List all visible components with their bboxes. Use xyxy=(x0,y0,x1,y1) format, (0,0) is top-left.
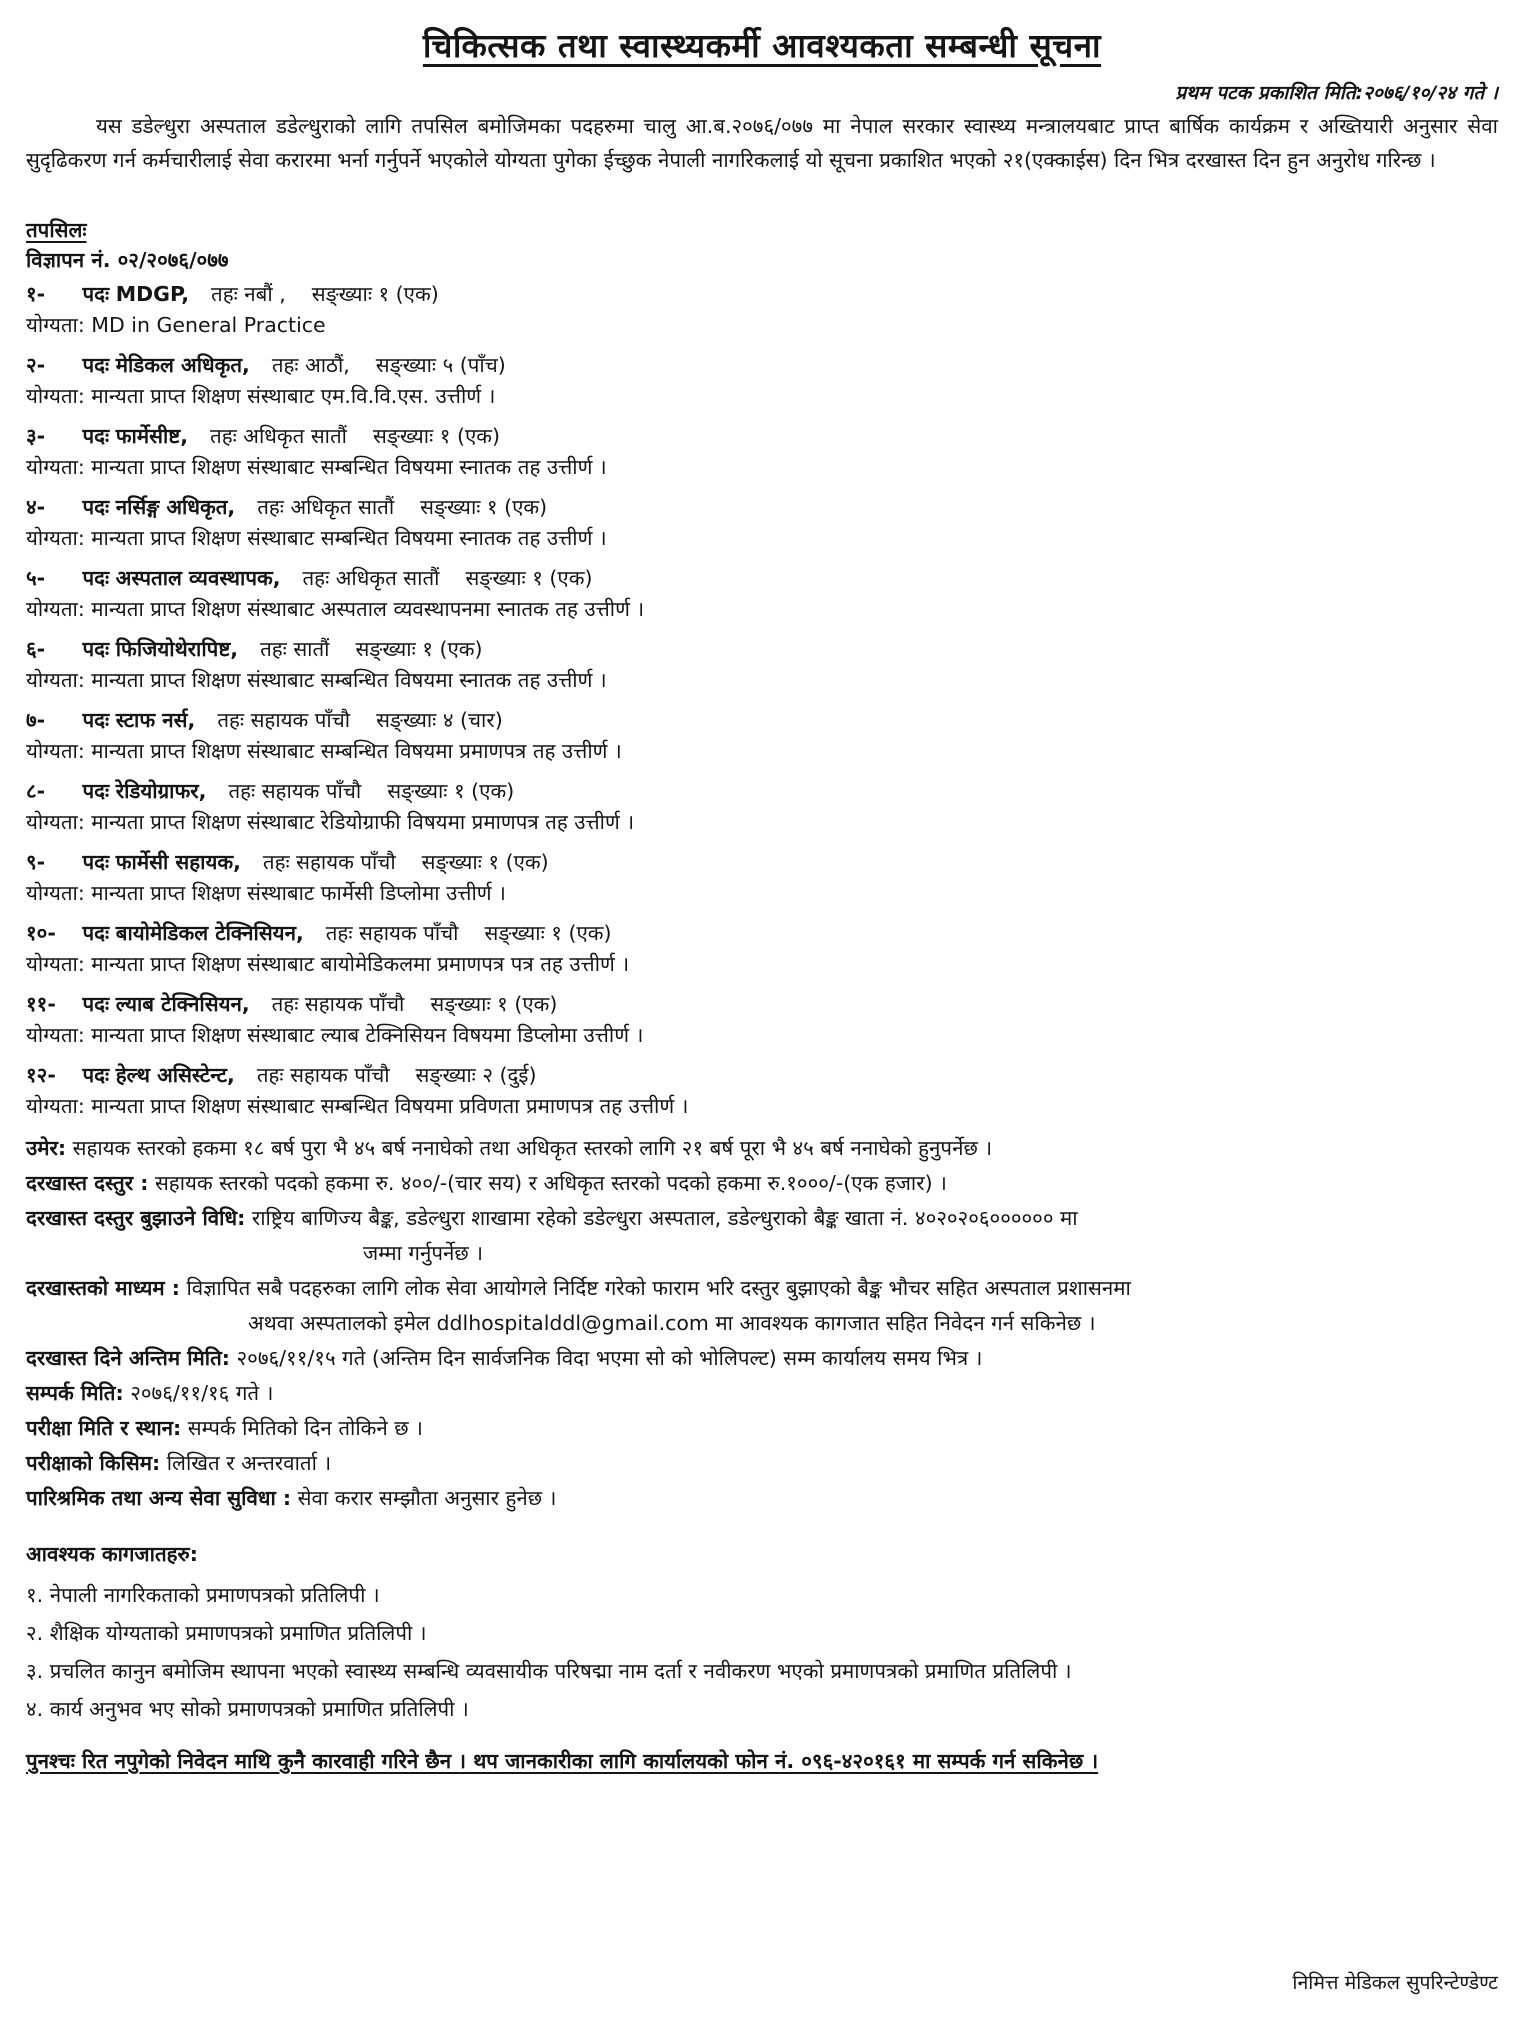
age-text: सहायक स्तरको हकमा १८ बर्ष पुरा भै ४५ बर्ष ननाघेको तथा अधिकृत स्तरको लागि २१ बर्ष पूरा भै ४५ बर्ष ननाघेको हुनुपर्नेछ । xyxy=(72,1136,993,1160)
post-count: ५ (पाँच) xyxy=(442,353,506,377)
payment-label: दरखास्त दस्तुर बुझाउने विधि: xyxy=(26,1206,246,1230)
post-entry xyxy=(26,1060,1498,1122)
postscript-label: पुनश्चः xyxy=(26,1749,75,1773)
post-number: ६- xyxy=(26,637,46,661)
post-level: सहायक पाँचौ xyxy=(296,850,396,874)
post-count: १ (एक) xyxy=(453,779,515,803)
post-number: ७- xyxy=(26,708,46,732)
count-label: सङ्ख्याः xyxy=(415,1063,476,1087)
post-label: पदः xyxy=(82,779,110,803)
post-number: ९- xyxy=(26,850,46,874)
post-title: नर्सिङ्ग अधिकृत, xyxy=(115,495,236,519)
level-label: तहः xyxy=(271,353,299,377)
post-qualification: योग्यता: मान्यता प्राप्त शिक्षण संस्थाबाट सम्बन्धित विषयमा प्रमाणपत्र तह उत्तीर्ण । xyxy=(26,739,622,763)
fee-label: दरखास्त दस्तुर : xyxy=(26,1171,149,1195)
post-line xyxy=(26,350,1498,381)
post-title: रेडियोग्राफर, xyxy=(115,779,207,803)
payment-row xyxy=(26,1201,1498,1236)
post-level: आठौं, xyxy=(305,353,350,377)
post-label: पदः xyxy=(82,495,110,519)
medium-label: दरखास्तको माध्यम : xyxy=(26,1276,180,1300)
level-label: तहः xyxy=(260,637,287,661)
post-title: अस्पताल व्यवस्थापक, xyxy=(115,566,281,590)
signature: निमित्त मेडिकल सुपरिन्टेण्डेण्ट xyxy=(1292,1971,1498,1994)
level-label: तहः xyxy=(210,424,237,448)
payment-text: राष्ट्रिय बाणिज्य बैङ्क, डडेल्धुरा शाखामा रहेको डडेल्धुरा अस्पताल, डडेल्धुराको बैङ्क खाता नं. ४०२०२०६०००००० मा xyxy=(251,1206,1078,1230)
post-title: बायोमेडिकल टेक्निसियन, xyxy=(115,921,304,945)
contact-row xyxy=(26,1376,1498,1411)
post-level: सहायक पाँचौ xyxy=(359,921,459,945)
fee-row xyxy=(26,1166,1498,1201)
post-number: ५- xyxy=(26,566,46,590)
documents-heading: आवश्यक कागजातहरु: xyxy=(26,1542,198,1566)
publish-date: प्रथम पटक प्रकाशित मिति:२०७६/१०/२४ गते । xyxy=(1175,82,1498,104)
post-entry xyxy=(26,492,1498,554)
post-entry xyxy=(26,918,1498,980)
salary-label: पारिश्रमिक तथा अन्य सेवा सुविधा : xyxy=(26,1486,292,1510)
post-label: पदः xyxy=(82,566,110,590)
post-label: पदः xyxy=(82,708,110,732)
post-qualification: योग्यता: मान्यता प्राप्त शिक्षण संस्थाबाट अस्पताल व्यवस्थापनमा स्नातक तह उत्तीर्ण । xyxy=(26,597,645,621)
document-item: ३. प्रचलित कानुन बमोजिम स्थापना भएको स्वास्थ्य सम्बन्धि व्यवसायीक परिषद्मा नाम दर्ता र नवीकरण भएको प्रमाणपत्रको प्रमाणित प्रतिलिपी । xyxy=(26,1659,1072,1683)
post-title: हेल्थ असिस्टेन्ट, xyxy=(115,1063,235,1087)
post-line xyxy=(26,563,1498,594)
post-number: १०- xyxy=(26,921,56,945)
post-level: अधिकृत सातौं xyxy=(243,424,347,448)
postscript-text: रित नपुगेको निवेदन माथि कुनै कारवाही गरिने छैन । थप जानकारीका लागि कार्यालयको फोन नं. ०९६-४२०१६१ मा सम्पर्क गर्न सकिनेछ । xyxy=(82,1749,1099,1773)
salary-row xyxy=(26,1481,1498,1516)
document-item: ४. कार्य अनुभव भए सोको प्रमाणपत्रको प्रमाणित प्रतिलिपी । xyxy=(26,1697,469,1721)
post-count: १ (एक) xyxy=(486,495,548,519)
post-qualification: योग्यता: मान्यता प्राप्त शिक्षण संस्थाबाट सम्बन्धित विषयमा स्नातक तह उत्तीर्ण । xyxy=(26,455,607,479)
payment-row-continued: जम्मा गर्नुपर्नेछ । xyxy=(363,1241,484,1265)
exam-type-text: लिखित र अन्तरवार्ता । xyxy=(166,1451,332,1475)
exam-date-text: सम्पर्क मितिको दिन तोकिने छ । xyxy=(187,1416,423,1440)
info-section xyxy=(26,1131,1498,1516)
post-line xyxy=(26,421,1498,452)
post-number: ११- xyxy=(26,992,56,1016)
post-level: सहायक पाँचौ xyxy=(250,708,351,732)
post-line xyxy=(26,989,1498,1020)
post-number: २- xyxy=(26,353,46,377)
post-entry xyxy=(26,563,1498,625)
post-number: १- xyxy=(26,282,46,306)
count-label: सङ्ख्याः xyxy=(376,708,437,732)
post-number: ३- xyxy=(26,424,46,448)
details-heading: तपसिलः xyxy=(26,218,87,242)
post-line xyxy=(26,492,1498,523)
post-entry xyxy=(26,279,1498,341)
post-label: पदः xyxy=(82,353,110,377)
post-level: सहायक पाँचौ xyxy=(261,779,362,803)
post-count: २ (दुई) xyxy=(482,1063,537,1087)
post-label: पदः xyxy=(82,850,110,874)
post-count: १ (एक) xyxy=(488,850,549,874)
post-number: ८- xyxy=(26,779,46,803)
count-label: सङ्ख्याः xyxy=(372,424,434,448)
count-label: सङ्ख्याः xyxy=(355,637,416,661)
post-entry xyxy=(26,421,1498,483)
deadline-text: २०७६/११/१५ गते (अन्तिम दिन सार्वजनिक विदा भएमा सो को भोलिपल्ट) सम्म कार्यालय समय भित्र । xyxy=(236,1346,983,1370)
post-line xyxy=(26,776,1498,807)
post-line xyxy=(26,705,1498,736)
post-label: पदः xyxy=(82,992,110,1016)
count-label: सङ्ख्याः xyxy=(420,495,481,519)
medium-row xyxy=(26,1271,1498,1306)
post-entry xyxy=(26,350,1498,412)
level-label: तहः xyxy=(228,779,256,803)
age-label: उमेर: xyxy=(26,1136,67,1160)
post-count: १ (एक) xyxy=(422,637,483,661)
level-label: तहः xyxy=(257,495,284,519)
post-title: फार्मेसी सहायक, xyxy=(115,850,241,874)
post-number: ४- xyxy=(26,495,46,519)
post-qualification: योग्यता: MD in General Practice xyxy=(26,313,326,337)
post-line xyxy=(26,634,1498,665)
post-entry xyxy=(26,705,1498,767)
count-label: सङ्ख्याः xyxy=(465,566,526,590)
level-label: तहः xyxy=(325,921,353,945)
post-qualification: योग्यता: मान्यता प्राप्त शिक्षण संस्थाबाट सम्बन्धित विषयमा स्नातक तह उत्तीर्ण । xyxy=(26,668,607,692)
contact-text: २०७६/११/१६ गते । xyxy=(130,1381,274,1405)
post-level: सातौं xyxy=(293,637,330,661)
exam-date-label: परीक्षा मिति र स्थान: xyxy=(26,1416,182,1440)
salary-text: सेवा करार सम्झौता अनुसार हुनेछ । xyxy=(297,1486,557,1510)
post-line xyxy=(26,918,1498,949)
post-count: १ (एक) xyxy=(439,424,501,448)
post-count: १ (एक) xyxy=(378,282,439,306)
post-level: अधिकृत सातौं xyxy=(290,495,395,519)
post-count: १ (एक) xyxy=(532,566,593,590)
medium-text: विज्ञापित सबै पदहरुका लागि लोक सेवा आयोगले निर्दिष्ट गरेको फाराम भरि दस्तुर बुझाएको बैङ्क भौचर सहित अस्पताल प्रशासनमा xyxy=(186,1276,1131,1300)
post-title: MDGP, xyxy=(115,282,190,306)
post-label: पदः xyxy=(82,282,110,306)
post-qualification: योग्यता: मान्यता प्राप्त शिक्षण संस्थाबाट फार्मेसी डिप्लोमा उत्तीर्ण । xyxy=(26,881,506,905)
count-label: सङ्ख्याः xyxy=(387,779,448,803)
count-label: सङ्ख्याः xyxy=(430,992,491,1016)
count-label: सङ्ख्याः xyxy=(484,921,545,945)
fee-text: सहायक स्तरको पदको हकमा रु. ४००/-(चार सय) र अधिकृत स्तरको पदको हकमा रु.१०००/-(एक हजार) । xyxy=(154,1171,947,1195)
post-line xyxy=(26,847,1498,878)
post-label: पदः xyxy=(82,637,110,661)
post-count: १ (एक) xyxy=(497,992,558,1016)
post-level: अधिकृत सातौं xyxy=(335,566,440,590)
post-entry xyxy=(26,776,1498,838)
documents-section xyxy=(26,1538,1498,1728)
exam-date-row xyxy=(26,1411,1498,1446)
post-level: सहायक पाँचौ xyxy=(304,992,405,1016)
post-entry xyxy=(26,634,1498,696)
count-label: सङ्ख्याः xyxy=(421,850,482,874)
post-qualification: योग्यता: मान्यता प्राप्त शिक्षण संस्थाबाट सम्बन्धित विषयमा स्नातक तह उत्तीर्ण । xyxy=(26,526,607,550)
post-entry xyxy=(26,847,1498,909)
post-label: पदः xyxy=(82,921,110,945)
exam-type-label: परीक्षाको किसिम: xyxy=(26,1451,161,1475)
post-qualification: योग्यता: मान्यता प्राप्त शिक्षण संस्थाबाट सम्बन्धित विषयमा प्रविणता प्रमाणपत्र तह उत्तीर्ण । xyxy=(26,1094,689,1118)
post-qualification: योग्यता: मान्यता प्राप्त शिक्षण संस्थाबाट बायोमेडिकलमा प्रमाणपत्र पत्र तह उत्तीर्ण । xyxy=(26,952,630,976)
post-qualification: योग्यता: मान्यता प्राप्त शिक्षण संस्थाबाट रेडियोग्राफी विषयमा प्रमाणपत्र तह उत्तीर्ण । xyxy=(26,810,635,834)
document-item: १. नेपाली नागरिकताको प्रमाणपत्रको प्रतिलिपी । xyxy=(26,1583,380,1607)
post-qualification: योग्यता: मान्यता प्राप्त शिक्षण संस्थाबाट एम.वि.वि.एस. उत्तीर्ण । xyxy=(26,384,496,408)
posts-list xyxy=(26,279,1498,1122)
post-level: नबौं , xyxy=(244,282,286,306)
post-label: पदः xyxy=(82,424,110,448)
post-title: मेडिकल अधिकृत, xyxy=(115,353,250,377)
count-label: सङ्ख्याः xyxy=(311,282,372,306)
level-label: तहः xyxy=(256,1063,284,1087)
post-count: ४ (चार) xyxy=(442,708,503,732)
medium-row-continued: अथवा अस्पतालको इमेल ddlhospitalddl@gmail.com मा आवश्यक कागजात सहित निवेदन गर्न सकिनेछ । xyxy=(248,1311,1096,1335)
post-level: सहायक पाँचौ xyxy=(290,1063,390,1087)
level-label: तहः xyxy=(271,992,299,1016)
contact-label: सम्पर्क मिति: xyxy=(26,1381,124,1405)
exam-type-row xyxy=(26,1446,1498,1481)
age-row xyxy=(26,1131,1498,1166)
level-label: तहः xyxy=(302,566,330,590)
count-label: सङ्ख्याः xyxy=(375,353,437,377)
post-count: १ (एक) xyxy=(551,921,612,945)
level-label: तहः xyxy=(262,850,290,874)
post-qualification: योग्यता: मान्यता प्राप्त शिक्षण संस्थाबाट ल्याब टेक्निसियन विषयमा डिप्लोमा उत्तीर्ण । xyxy=(26,1023,644,1047)
level-label: तहः xyxy=(211,282,238,306)
post-title: स्टाफ नर्स, xyxy=(115,708,196,732)
post-entry xyxy=(26,989,1498,1051)
document-item: २. शैक्षिक योग्यताको प्रमाणपत्रको प्रमाणित प्रतिलिपी । xyxy=(26,1621,427,1645)
deadline-label: दरखास्त दिने अन्तिम मिति: xyxy=(26,1346,230,1370)
post-line xyxy=(26,279,1498,310)
post-title: फिजियोथेरापिष्ट, xyxy=(115,637,239,661)
post-label: पदः xyxy=(82,1063,110,1087)
advert-number: विज्ञापन नं. ०२/२०७६/०७७ xyxy=(26,248,229,272)
intro-paragraph: यस डडेल्धुरा अस्पताल डडेल्धुराको लागि तपसिल बमोजिमका पदहरुमा चालु आ.ब.२०७६/०७७ मा नेपाल सरकार स्वास्थ्य मन्त्रालयबाट प्राप्त बार्षिक कार्यक्रम र अख्तियारी अनुसार सेवा सुदृढिकरण गर्न कर्मचारीलाई सेवा करारमा भर्ना गर्नुपर्ने भएकोले योग्यता पुगेका ईच्छुक नेपाली नागरिकलाई यो सूचना प्रकाशित भएको २१(एक्काईस) दिन भित्र दरखास्त दिन हुन अनुरोध गरिन्छ । xyxy=(26,114,1498,172)
post-title: ल्याब टेक्निसियन, xyxy=(115,992,250,1016)
post-line xyxy=(26,1060,1498,1091)
post-number: १२- xyxy=(26,1063,56,1087)
level-label: तहः xyxy=(217,708,245,732)
deadline-row xyxy=(26,1341,1498,1376)
notice-title: चिकित्सक तथा स्वास्थ्यकर्मी आवश्यकता सम्बन्धी सूचना xyxy=(422,26,1102,65)
postscript xyxy=(26,1744,1498,1778)
post-title: फार्मेसीष्ट, xyxy=(115,424,189,448)
